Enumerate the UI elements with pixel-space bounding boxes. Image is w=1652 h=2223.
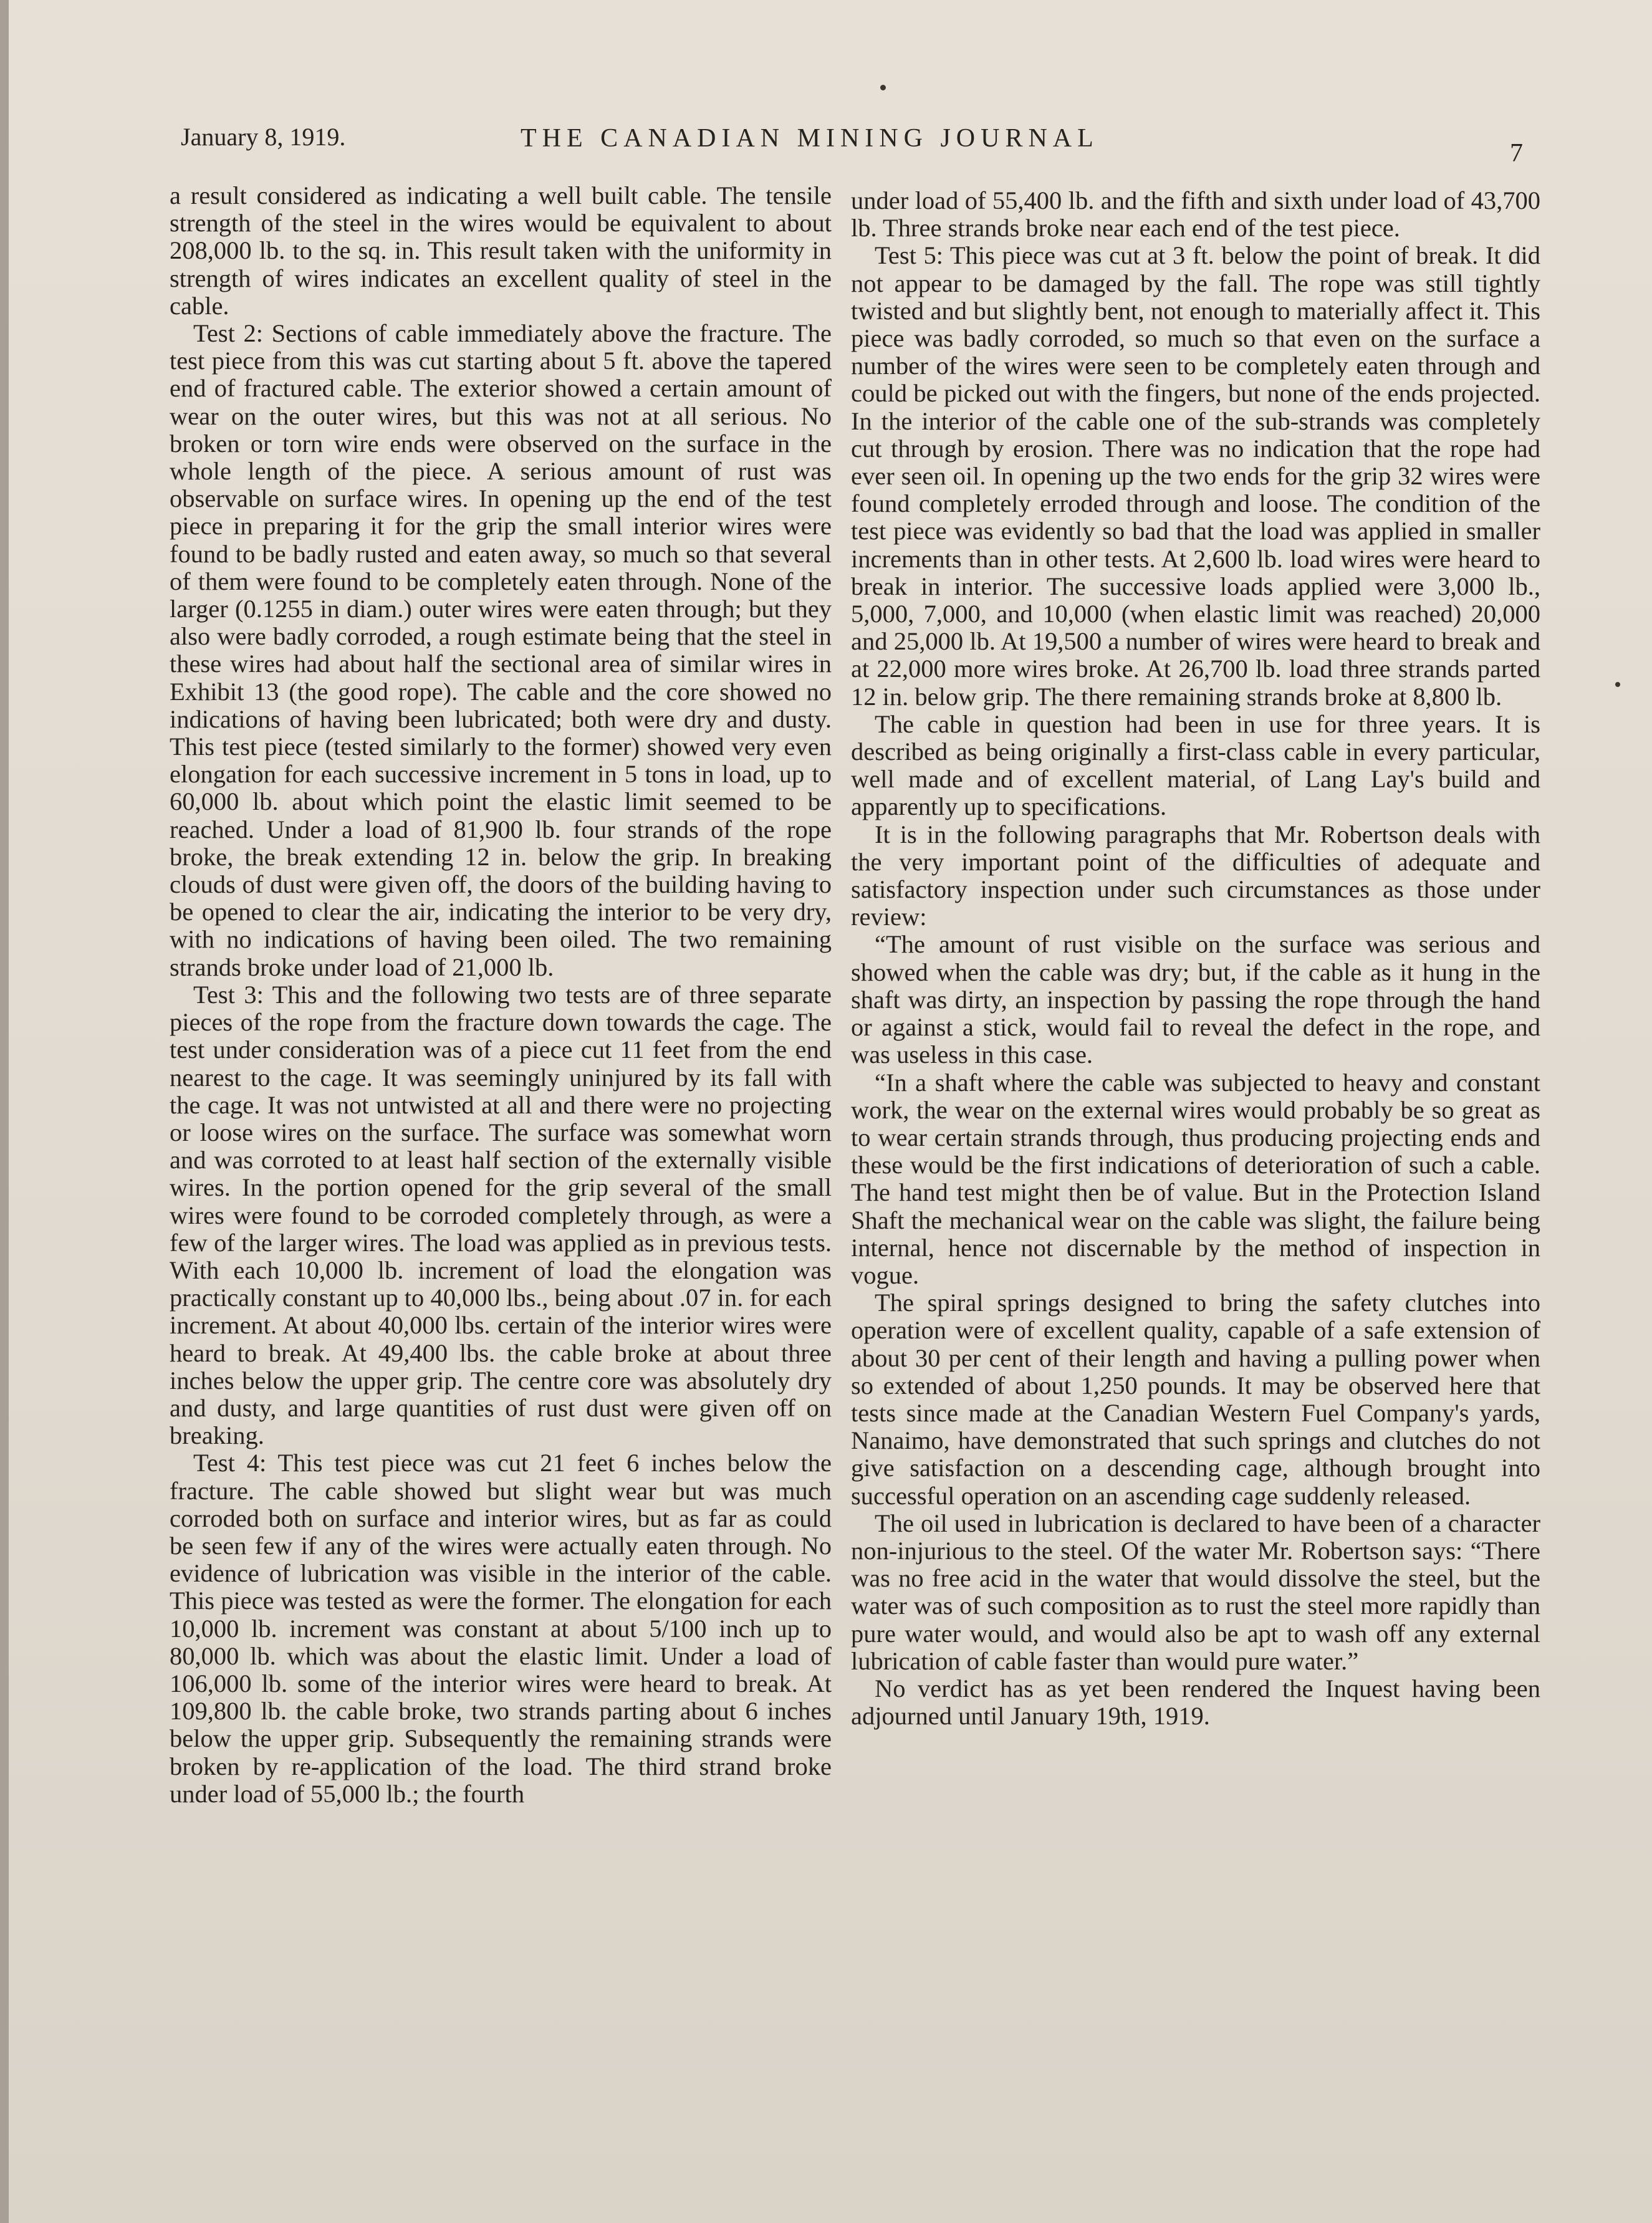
right-column bbox=[851, 187, 1540, 1730]
paragraph: a result considered as indicating a well built cable. The tensile strength of the steel in the wires would be equivalent to about 208,000 lb. to the sq. in. This result taken with the uniformity in strength of wires indicates an excellent quality of steel in the cable. bbox=[170, 181, 832, 320]
paragraph: Test 4: This test piece was cut 21 feet 6 inches below the fracture. The cable showed but slight wear but was much corroded both on surface and interior wires, but as far as could be seen few if any of the wires were actually eaten through. No evidence of lubrication was visible in the interior of the cable. This piece was tested as were the former. The elongation for each 10,000 lb. increment was constant at about 5/100 inch up to 80,000 lb. which was about the elastic limit. Under a load of 106,000 lb. some of the interior wires were heard to break. At 109,800 lb. the cable broke, two strands parting about 6 inches below the upper grip. Subsequently the remaining strands were broken by re-application of the load. The third strand broke under load of 55,000 lb.; the fourth bbox=[170, 1449, 832, 1808]
paragraph: “The amount of rust visible on the surface was serious and showed when the cable was dry; but, if the cable as it hung in the shaft was dirty, an inspection by passing the rope through the hand or against a stick, would fail to reveal the defect in the rope, and was useless in this case. bbox=[851, 930, 1540, 1069]
left-column bbox=[170, 182, 832, 1808]
paragraph: It is in the following paragraphs that Mr. Robertson deals with the very important point of the difficulties of adequate and satisfactory inspection under such circumstances as those under review: bbox=[851, 820, 1540, 931]
ink-speck bbox=[880, 85, 886, 90]
paragraph: “In a shaft where the cable was subjected to heavy and constant work, the wear on the external wires would probably be so great as to wear certain strands through, thus producing projecting ends and these would be the first indications of deterioration of such a cable. The hand test might then be of value. But in the Protection Island Shaft the mechanical wear on the cable was slight, the failure being internal, hence not discernable by the method of inspection in vogue. bbox=[851, 1068, 1540, 1289]
paragraph: Test 5: This piece was cut at 3 ft. below the point of break. It did not appear to be damaged by the fall. The rope was still tightly twisted and but slightly bent, not enough to materially affect it. This piece was badly corroded, so much so that even on the surface a number of the wires were seen to be completely eaten through and could be picked out with the fingers, but none of the ends projected. In the interior of the cable one of the sub-strands was completely cut through by erosion. There was no indication that the rope had ever seen oil. In opening up the two ends for the grip 32 wires were found completely erroded through and loose. The condition of the test piece was evidently so bad that the load was applied in smaller increments than in other tests. At 2,600 lb. load wires were heard to break in interior. The successive loads applied were 3,000 lb., 5,000, 7,000, and 10,000 (when elastic limit was reached) 20,000 and 25,000 lb. At 19,500 a number of wires were heard to break and at 22,000 more wires broke. At 26,700 lb. load three strands parted 12 in. below grip. The there remaining strands broke at 8,800 lb. bbox=[851, 241, 1540, 711]
page-number: 7 bbox=[1510, 139, 1523, 168]
page-edge bbox=[0, 0, 9, 2223]
paragraph: Test 2: Sections of cable immediately above the fracture. The test piece from this was cut starting about 5 ft. above the tapered end of fractured cable. The exterior showed a certain amount of wear on the outer wires, but this was not at all serious. No broken or torn wire ends were observed on the surface in the whole length of the piece. A serious amount of rust was observable on surface wires. In opening up the end of the test piece in preparing it for the grip the small interior wires were found to be badly rusted and eaten away, so much so that several of them were found to be completely eaten through. None of the larger (0.1255 in diam.) outer wires were eaten through; but they also were badly corroded, a rough estimate being that the steel in these wires had about half the sectional area of similar wires in Exhibit 13 (the good rope). The cable and the core showed no indications of having been lubricated; both were dry and dusty. This test piece (tested similarly to the former) showed very even elongation for each successive increment in 5 tons in load, up to 60,000 lb. about which point the elastic limit seemed to be reached. Under a load of 81,900 lb. four strands of the rope broke, the break extending 12 in. below the grip. In breaking clouds of dust were given off, the doors of the building having to be opened to clear the air, indicating the interior to be very dry, with no indications of having been oiled. The two remaining strands broke under load of 21,000 lb. bbox=[170, 319, 832, 981]
paragraph: The spiral springs designed to bring the safety clutches into operation were of excellent quality, capable of a safe extension of about 30 per cent of their length and having a pulling power when so extended of about 1,250 pounds. It may be observed here that tests since made at the Canadian Western Fuel Company's yards, Nanaimo, have demonstrated that such springs and clutches do not give satisfaction on a descending cage, although brought into successful operation on an ascending cage suddenly released. bbox=[851, 1289, 1540, 1510]
journal-title: THE CANADIAN MINING JOURNAL bbox=[521, 124, 1099, 153]
paragraph: under load of 55,400 lb. and the fifth and sixth under load of 43,700 lb. Three strands broke near each end of the test piece. bbox=[851, 186, 1540, 242]
paragraph: No verdict has as yet been rendered the Inquest having been adjourned until January 19th, 1919. bbox=[851, 1674, 1540, 1731]
paragraph: The oil used in lubrication is declared to have been of a character non-injurious to the steel. Of the water Mr. Robertson says: “There was no free acid in the water that would dissolve the steel, but the water was of such composition as to rust the steel more rapidly than pure water would, and would also be apt to wash off any external lubrication of cable faster than would pure water.” bbox=[851, 1509, 1540, 1675]
paragraph: Test 3: This and the following two tests are of three separate pieces of the rope from the fracture down towards the cage. The test under consideration was of a piece cut 11 feet from the end nearest to the cage. It was seemingly uninjured by its fall with the cage. It was not untwisted at all and there were no projecting or loose wires on the surface. The surface was somewhat worn and was corroted to at least half section of the externally visible wires. In the portion opened for the grip several of the small wires were found to be corroded completely through, as were a few of the larger wires. The load was applied as in previous tests. With each 10,000 lb. increment of load the elongation was practically constant up to 40,000 lbs., being about .07 in. for each increment. At about 40,000 lbs. certain of the interior wires were heard to break. At 49,400 lbs. the cable broke at about three inches below the upper grip. The centre core was absolutely dry and dusty, and large quantities of rust dust were given off on breaking. bbox=[170, 980, 832, 1450]
paragraph: The cable in question had been in use for three years. It is described as being originally a first-class cable in every particular, well made and of excellent material, of Lang Lay's build and apparently up to specifications. bbox=[851, 709, 1540, 821]
issue-date: January 8, 1919. bbox=[181, 123, 346, 151]
ink-speck bbox=[1615, 682, 1620, 687]
running-header bbox=[0, 117, 1652, 168]
